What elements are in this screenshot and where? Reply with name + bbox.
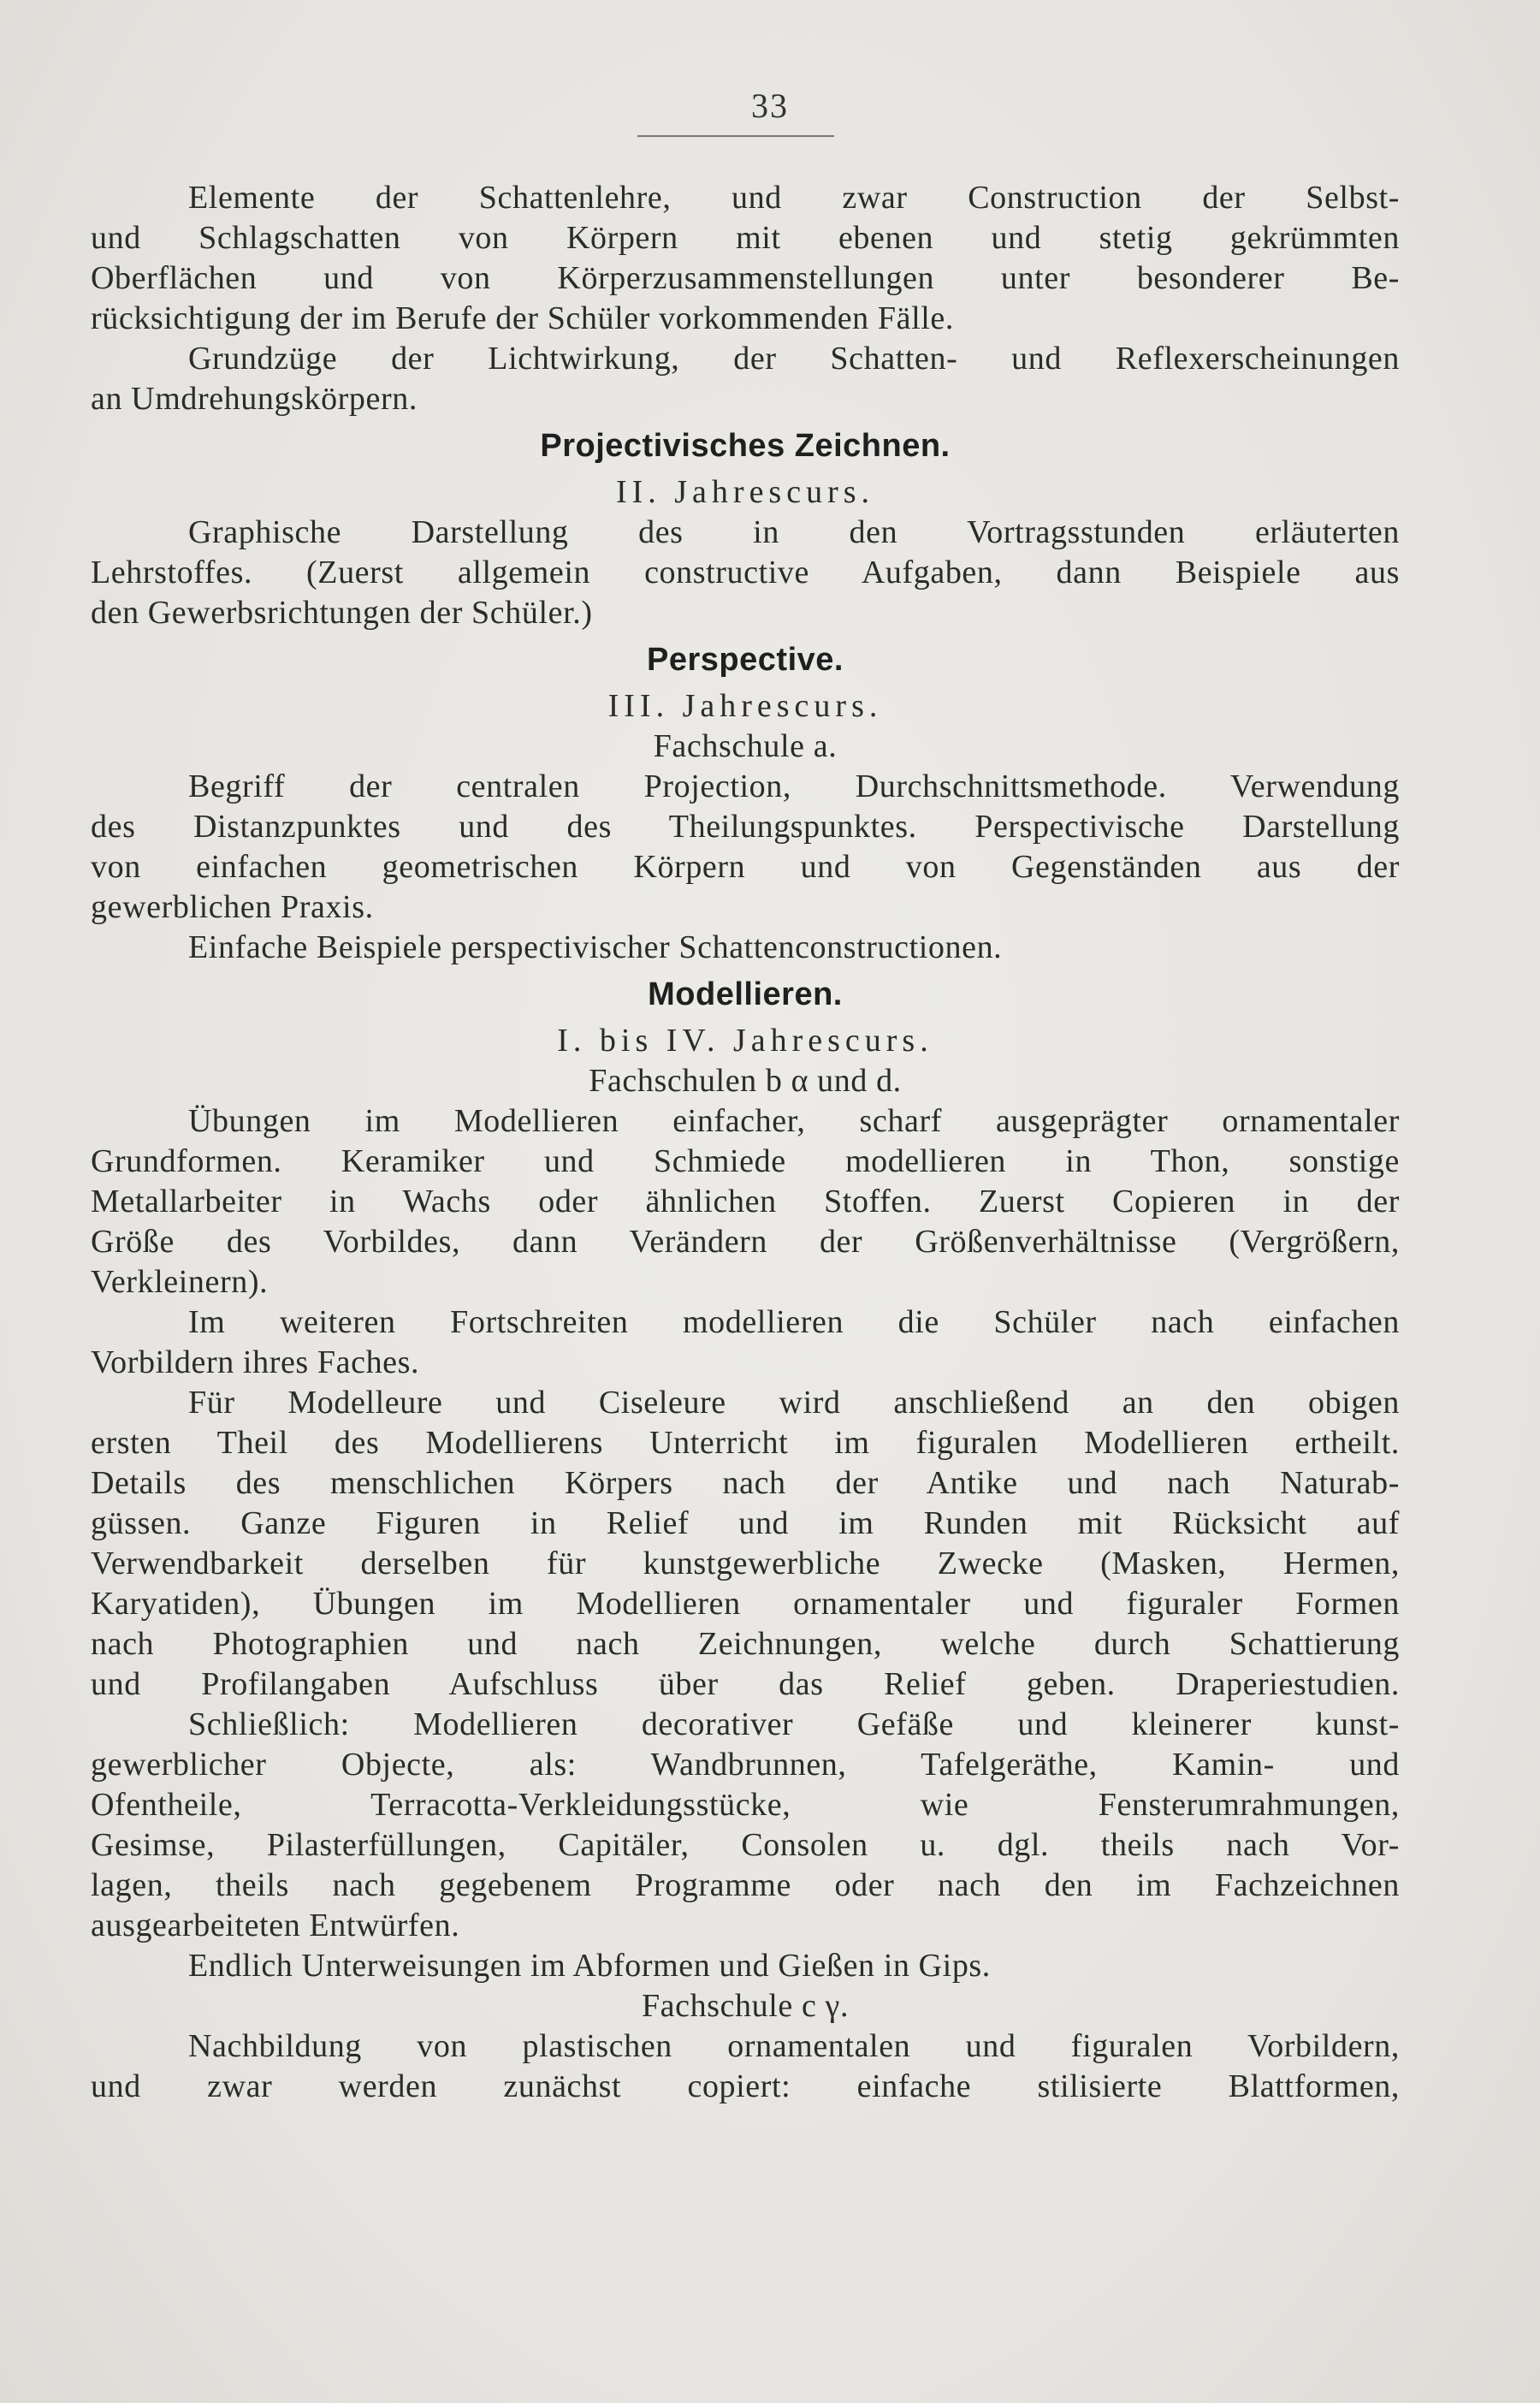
text-line: Metallarbeiter in Wachs oder ähnlichen Stoffen. Zuerst Copieren in der bbox=[91, 1184, 1400, 1219]
text-line: an Umdrehungskörpern. bbox=[91, 381, 418, 417]
section-perspective bbox=[91, 633, 1400, 968]
text-line: Nachbildung von plastischen ornamentalen und figuralen Vorbildern, bbox=[188, 2028, 1400, 2064]
text-line: den Gewerbsrichtungen der Schüler.) bbox=[91, 595, 593, 631]
section-heading: Modellieren. bbox=[648, 976, 843, 1012]
section-heading: Perspective. bbox=[647, 642, 844, 678]
text-line: von einfachen geometrischen Körpern und von Gegenständen aus der bbox=[91, 849, 1400, 885]
text-line: Details des menschlichen Körpers nach der Antike und nach Naturab- bbox=[91, 1465, 1400, 1501]
subheading-line: I. bis IV. Jahrescurs. bbox=[557, 1023, 933, 1059]
text-line: und Schlagschatten von Körpern mit ebenen und stetig gekrümmten bbox=[91, 220, 1400, 256]
page-number: 33 bbox=[751, 86, 789, 125]
text-line: Einfache Beispiele perspectivischer Schattenconstructionen. bbox=[188, 929, 1003, 965]
text-line: gewerblicher Objecte, als: Wandbrunnen, Tafelgeräthe, Kamin- und bbox=[91, 1747, 1400, 1783]
header-rule bbox=[637, 135, 834, 137]
text-line: Karyatiden), Übungen im Modellieren ornamentaler und figuraler Formen bbox=[91, 1586, 1400, 1622]
text-line: Im weiteren Fortschreiten modellieren die Schüler nach einfachen bbox=[188, 1304, 1400, 1340]
text-line: güssen. Ganze Figuren in Relief und im Runden mit Rücksicht auf bbox=[91, 1505, 1400, 1541]
section-heading: Projectivisches Zeichnen. bbox=[540, 428, 951, 464]
text-line: des Distanzpunktes und des Theilungspunktes. Perspectivische Darstellung bbox=[91, 809, 1400, 845]
text-line: Endlich Unterweisungen im Abformen und Gießen in Gips. bbox=[188, 1948, 991, 1984]
text-line: Oberflächen und von Körperzusammenstellungen unter besonderer Be- bbox=[91, 260, 1400, 296]
text-line: Lehrstoffes. (Zuerst allgemein constructive Aufgaben, dann Beispiele aus bbox=[91, 555, 1400, 590]
text-line: Für Modelleure und Ciseleure wird anschließend an den obigen bbox=[188, 1385, 1400, 1421]
text-line: Grundzüge der Lichtwirkung, der Schatten- und Reflexerscheinungen bbox=[188, 341, 1400, 377]
text-line: lagen, theils nach gegebenem Programme oder nach den im Fachzeichnen bbox=[91, 1867, 1400, 1903]
text-line: Ofentheile, Terracotta-Verkleidungsstücke, wie Fensterumrahmungen, bbox=[91, 1787, 1400, 1823]
text-line: Begriff der centralen Projection, Durchschnittsmethode. Verwendung bbox=[188, 768, 1400, 804]
text-line: nach Photographien und nach Zeichnungen, welche durch Schattierung bbox=[91, 1626, 1400, 1662]
subheading-line: Fachschule c γ. bbox=[641, 1988, 850, 2024]
subheading-line: III. Jahrescurs. bbox=[607, 688, 883, 724]
subheading-line: II. Jahrescurs. bbox=[615, 474, 875, 510]
text-line: Größe des Vorbildes, dann Verändern der Größenverhältnisse (Vergrößern, bbox=[91, 1224, 1400, 1260]
text-line: ersten Theil des Modellierens Unterricht im figuralen Modellieren ertheilt. bbox=[91, 1425, 1400, 1461]
text-line: Graphische Darstellung des in den Vortragsstunden erläuterten bbox=[188, 514, 1400, 550]
text-line: Übungen im Modellieren einfacher, scharf ausgeprägter ornamentaler bbox=[188, 1103, 1400, 1139]
text-line: gewerblichen Praxis. bbox=[91, 889, 374, 925]
subheading-line: Fachschule a. bbox=[653, 728, 838, 764]
text-line: rücksichtigung der im Berufe der Schüler vorkommenden Fälle. bbox=[91, 300, 954, 336]
section-intro bbox=[91, 178, 1400, 419]
text-line: Grundformen. Keramiker und Schmiede modellieren in Thon, sonstige bbox=[91, 1143, 1400, 1179]
section-modellieren bbox=[91, 968, 1400, 2107]
section-projectivisches bbox=[91, 419, 1400, 633]
page-body bbox=[91, 178, 1400, 2107]
text-line: Elemente der Schattenlehre, und zwar Construction der Selbst- bbox=[188, 180, 1400, 216]
text-line: und Profilangaben Aufschluss über das Relief geben. Draperiestudien. bbox=[91, 1666, 1400, 1702]
text-line: Verkleinern). bbox=[91, 1264, 269, 1300]
text-line: Verwendbarkeit derselben für kunstgewerbliche Zwecke (Masken, Hermen, bbox=[91, 1546, 1400, 1581]
text-line: ausgearbeiteten Entwürfen. bbox=[91, 1908, 460, 1943]
text-line: und zwar werden zunächst copiert: einfache stilisierte Blattformen, bbox=[91, 2068, 1400, 2104]
text-line: Gesimse, Pilasterfüllungen, Capitäler, Consolen u. dgl. theils nach Vor- bbox=[91, 1827, 1400, 1863]
text-line: Schließlich: Modellieren decorativer Gefäße und kleinerer kunst- bbox=[188, 1706, 1400, 1742]
subheading-line: Fachschulen b α und d. bbox=[589, 1063, 902, 1099]
text-line: Vorbildern ihres Faches. bbox=[91, 1344, 420, 1380]
